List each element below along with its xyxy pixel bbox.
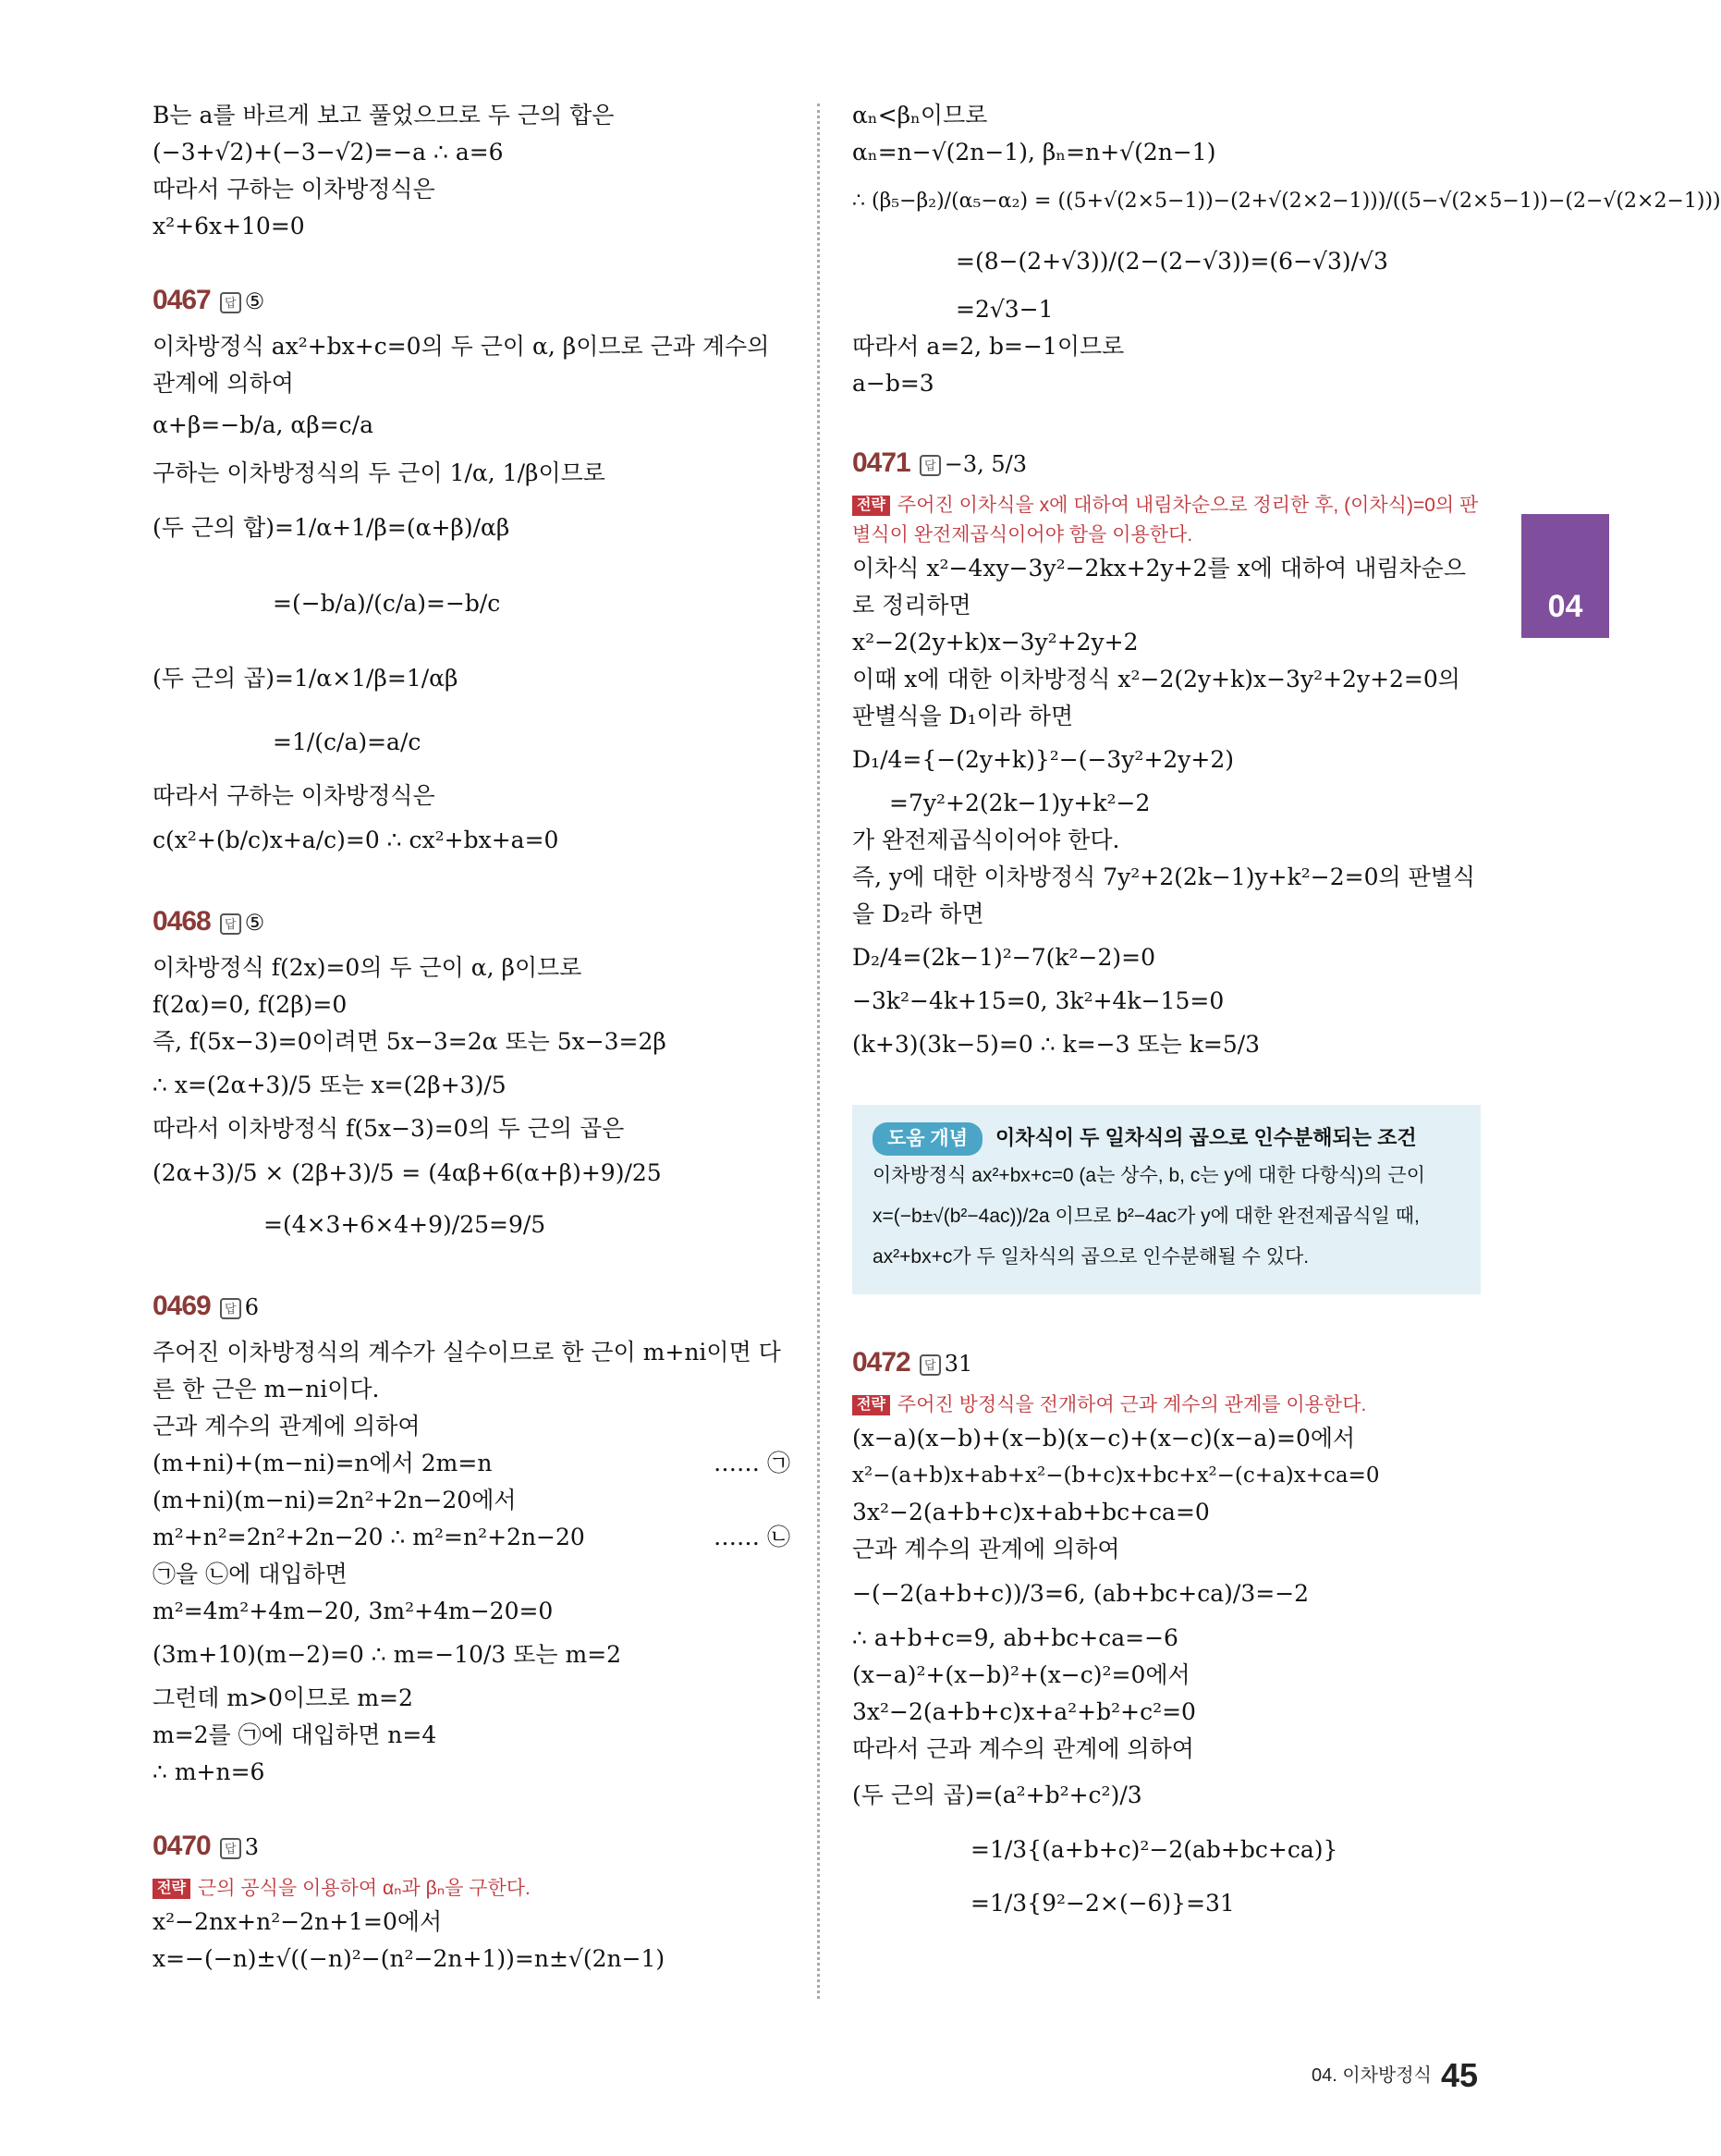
answer-icon: 답 — [920, 455, 941, 476]
formula-line: =1/(c/a)=a/c — [273, 729, 421, 755]
formula-line: (2α+3)/5 × (2β+3)/5 = (4αβ+6(α+β)+9)/25 — [153, 1159, 662, 1186]
formula-line: (k+3)(3k−5)=0 ∴ k=−3 또는 k=5/3 — [852, 1031, 1261, 1058]
formula-line: −3k²−4k+15=0, 3k²+4k−15=0 — [852, 987, 1225, 1014]
tip-title: 이차식이 두 일차식의 곱으로 인수분해되는 조건 — [995, 1126, 1417, 1149]
page-footer — [1312, 2056, 1478, 2095]
formula-line: ∴ (β₅−β₂)/(α₅−α₂) = ((5+√(2×5−1))−(2+√(2×2−1)))/((5−√(2×5−1))−(2−√(2×2−1))) — [852, 190, 1721, 213]
question-number: 0472 — [852, 1347, 910, 1378]
formula-line: D₁/4={−(2y+k)}²−(−3y²+2y+2) — [852, 746, 1235, 773]
formula-line: (m+ni)(m−ni)=2n²+2n−20에서 — [153, 1487, 517, 1513]
strategy-tag: 전략 — [852, 496, 890, 516]
tip-tag: 도움 개념 — [873, 1122, 983, 1156]
strategy-tag: 전략 — [852, 1395, 890, 1415]
strategy-note: 전략 근의 공식을 이용하여 αₙ과 βₙ을 구한다. — [153, 1874, 790, 1904]
text-line: 그런데 m>0이므로 m=2 — [153, 1684, 413, 1711]
answer-icon: 답 — [220, 1298, 241, 1319]
question-header-0471 — [852, 443, 1481, 487]
text-line: 근과 계수의 관계에 의하여 — [852, 1536, 1120, 1562]
formula-line: 3x²−2(a+b+c)x+ab+bc+ca=0 — [852, 1499, 1210, 1525]
answer: 6 — [244, 1294, 260, 1320]
formula-line: =2√3−1 — [956, 296, 1054, 323]
formula-line: D₂/4=(2k−1)²−7(k²−2)=0 — [852, 944, 1156, 971]
answer-icon: 답 — [220, 292, 241, 313]
strategy-tag: 전략 — [153, 1879, 190, 1899]
column-divider — [817, 104, 820, 1999]
formula-line: ∴ a+b+c=9, ab+bc+ca=−6 — [852, 1624, 1178, 1651]
text-line: ㉠을 ㉡에 대입하면 — [153, 1561, 348, 1587]
formula-line: 3x²−2(a+b+c)x+a²+b²+c²=0 — [852, 1698, 1196, 1725]
text-line: 이차방정식 f(2x)=0의 두 근이 α, β이므로 — [153, 954, 582, 981]
strategy-note: 전략 주어진 방정식을 전개하여 근과 계수의 관계를 이용한다. — [852, 1390, 1481, 1420]
tip-line: ax²+bx+c가 두 일차식의 곱으로 인수분해될 수 있다. — [873, 1246, 1310, 1268]
text-line: f(2α)=0, f(2β)=0 — [153, 991, 348, 1018]
text-line: 따라서 a=2, b=−1이므로 — [852, 333, 1125, 360]
formula-line: ∴ x=(2α+3)/5 또는 x=(2β+3)/5 — [153, 1072, 507, 1098]
formula-line: (두 근의 곱)=1/α×1/β=1/αβ — [153, 665, 458, 692]
concept-tip-box — [852, 1105, 1481, 1294]
chapter-title: 04. 이차방정식 — [1311, 2065, 1432, 2086]
text-line: 이때 x에 대한 이차방정식 x²−2(2y+k)x−3y²+2y+2=0의 판별식을 D₁이라 하면 — [852, 666, 1460, 729]
answer: ⑤ — [244, 288, 265, 314]
text-line: 주어진 이차방정식의 계수가 실수이므로 한 근이 m+ni이면 다른 한 근은 m−ni이다. — [153, 1339, 781, 1403]
formula-line: (두 근의 곱)=(a²+b²+c²)/3 — [852, 1782, 1142, 1808]
text-line: 따라서 이차방정식 f(5x−3)=0의 두 근의 곱은 — [153, 1115, 625, 1142]
formula-line: x²−2(2y+k)x−3y²+2y+2 — [852, 629, 1139, 655]
text-line: 즉, y에 대한 이차방정식 7y²+2(2k−1)y+k²−2=0의 판별식을 D₂라 하면 — [852, 864, 1476, 927]
formula-line: m²+n²=2n²+2n−20 ∴ m²=n²+2n−20 …… ㉡ — [153, 1519, 790, 1556]
chapter-tab — [1521, 514, 1609, 638]
tip-line: x=(−b±√(b²−4ac))/2a 이므로 b²−4ac가 y에 대한 완전제곱식일 때, — [873, 1206, 1420, 1227]
formula-line: x=−(−n)±√((−n)²−(n²−2n+1))=n±√(2n−1) — [153, 1945, 665, 1972]
formula-line: a−b=3 — [852, 370, 934, 397]
formula-line: =1/3{9²−2×(−6)}=31 — [970, 1890, 1235, 1917]
answer: −3, 5/3 — [944, 451, 1028, 477]
tip-header — [873, 1121, 1460, 1156]
formula-line: (x−a)²+(x−b)²+(x−c)²=0에서 — [852, 1661, 1190, 1688]
question-header-0470 — [153, 1826, 790, 1870]
text-line: αₙ<βₙ이므로 — [852, 102, 988, 129]
formula-line: x²−2nx+n²−2n+1=0에서 — [153, 1908, 443, 1935]
formula-line: ∴ m+n=6 — [153, 1758, 265, 1785]
text-line: m=2를 ㉠에 대입하면 n=4 — [153, 1721, 437, 1748]
formula-line: =(8−(2+√3))/(2−(2−√3))=(6−√3)/√3 — [956, 248, 1388, 275]
question-number: 0468 — [153, 906, 211, 937]
text-line: 따라서 근과 계수의 관계에 의하여 — [852, 1735, 1194, 1762]
question-number: 0471 — [852, 447, 910, 478]
formula-line: =7y²+2(2k−1)y+k²−2 — [889, 790, 1151, 816]
text-line: 따라서 구하는 이차방정식은 — [153, 782, 435, 809]
text-line: 근과 계수의 관계에 의하여 — [153, 1413, 421, 1439]
question-number: 0467 — [153, 285, 211, 315]
formula-line: =1/3{(a+b+c)²−2(ab+bc+ca)} — [970, 1836, 1338, 1863]
answer: 31 — [944, 1351, 973, 1377]
question-header-0472 — [852, 1342, 1481, 1387]
formula-line: (m+ni)+(m−ni)=n에서 2m=n …… ㉠ — [153, 1445, 790, 1482]
formula-line: (3m+10)(m−2)=0 ∴ m=−10/3 또는 m=2 — [153, 1641, 622, 1668]
formula-line: αₙ=n−√(2n−1), βₙ=n+√(2n−1) — [852, 139, 1216, 165]
text-line: x²+6x+10=0 — [153, 213, 305, 239]
page-number: 45 — [1440, 2056, 1478, 2094]
formula-line: c(x²+(b/c)x+a/c)=0 ∴ cx²+bx+a=0 — [153, 827, 559, 853]
formula-line: α+β=−b/a, αβ=c/a — [153, 411, 374, 438]
formula-line: (두 근의 합)=1/α+1/β=(α+β)/αβ — [153, 514, 510, 541]
question-header-0469 — [153, 1286, 790, 1330]
chapter-tab-label: 04 — [1547, 589, 1583, 624]
formula-line: =(4×3+6×4+9)/25=9/5 — [263, 1211, 546, 1238]
formula-line: (x−a)(x−b)+(x−b)(x−c)+(x−c)(x−a)=0에서 — [852, 1425, 1356, 1452]
strategy-note: 전략 주어진 이차식을 x에 대하여 내림차순으로 정리한 후, (이차식)=0의 판별식이 완전제곱식이어야 함을 이용한다. — [852, 495, 1479, 545]
text-line: 즉, f(5x−3)=0이려면 5x−3=2α 또는 5x−3=2β — [153, 1028, 666, 1055]
tip-line: 이차방정식 ax²+bx+c=0 (a는 상수, b, c는 y에 대한 다항식)의 근이 — [873, 1165, 1425, 1186]
equation-ref: …… ㉡ — [714, 1524, 790, 1550]
question-number: 0469 — [153, 1291, 211, 1321]
formula-line: x²−(a+b)x+ab+x²−(b+c)x+bc+x²−(c+a)x+ca=0 — [852, 1464, 1380, 1488]
formula-line: m²=4m²+4m−20, 3m²+4m−20=0 — [153, 1598, 554, 1624]
text-line: 따라서 구하는 이차방정식은 — [153, 176, 435, 202]
answer: 3 — [244, 1834, 260, 1860]
answer-icon: 답 — [220, 913, 241, 935]
question-header-0468 — [153, 901, 790, 946]
left-column — [153, 97, 790, 1978]
formula-line: −(−2(a+b+c))/3=6, (ab+bc+ca)/3=−2 — [852, 1580, 1310, 1607]
text-line: B는 a를 바르게 보고 풀었으므로 두 근의 합은 — [153, 102, 615, 129]
text-line: 구하는 이차방정식의 두 근이 1/α, 1/β이므로 — [153, 459, 605, 486]
answer-icon: 답 — [220, 1838, 241, 1859]
formula-line: =(−b/a)/(c/a)=−b/c — [273, 590, 501, 617]
text-line: 이차방정식 ax²+bx+c=0의 두 근이 α, β이므로 근과 계수의 관계에 의하여 — [153, 333, 770, 397]
answer: ⑤ — [244, 910, 265, 936]
right-column — [852, 97, 1721, 1930]
answer-icon: 답 — [920, 1354, 941, 1376]
text-line: (−3+√2)+(−3−√2)=−a ∴ a=6 — [153, 139, 504, 165]
question-number: 0470 — [153, 1831, 211, 1861]
equation-ref: …… ㉠ — [714, 1450, 790, 1476]
text-line: 이차식 x²−4xy−3y²−2kx+2y+2를 x에 대하여 내림차순으로 정리하면 — [852, 555, 1466, 619]
text-line: 가 완전제곱식이어야 한다. — [852, 827, 1120, 853]
question-header-0467 — [153, 280, 790, 325]
